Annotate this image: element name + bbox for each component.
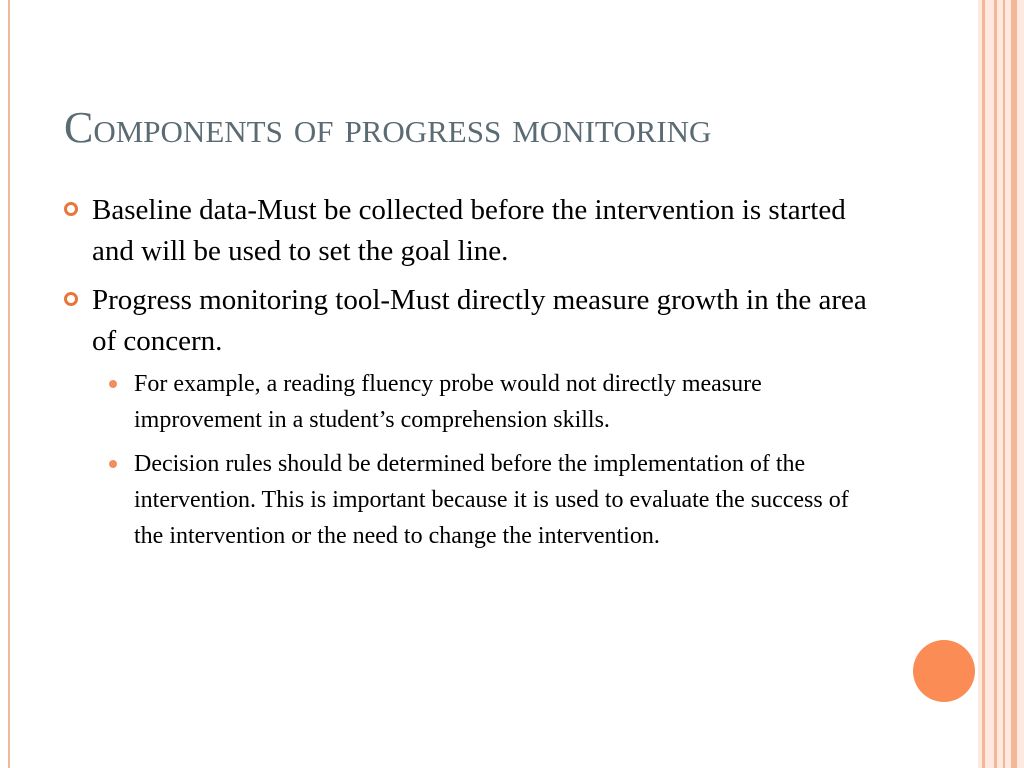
dot-bullet-icon xyxy=(109,380,117,388)
decorative-stripe xyxy=(1011,0,1017,768)
ring-bullet-icon xyxy=(64,202,78,216)
ring-bullet-icon xyxy=(64,292,78,306)
decorative-stripe xyxy=(994,0,997,768)
sub-bullet-item xyxy=(92,446,884,554)
bullet-item xyxy=(64,280,884,554)
bullet-item xyxy=(64,190,884,272)
decorative-circle xyxy=(913,640,975,702)
slide-title: Components of progress monitoring xyxy=(64,103,712,152)
sub-bullet-item xyxy=(92,366,884,438)
bullet-text: Baseline data-Must be collected before the intervention is started and will be used to set the goal line. xyxy=(92,194,846,267)
bullet-text: Progress monitoring tool-Must directly measure growth in the area of concern. xyxy=(92,284,867,357)
dot-bullet-icon xyxy=(109,460,117,468)
sub-bullet-text: Decision rules should be determined before the implementation of the intervention. This is important because it is used to evaluate the success of the intervention or the need to change the intervention. xyxy=(134,451,849,549)
bullet-list xyxy=(64,190,884,562)
left-border-line xyxy=(8,0,10,768)
decorative-stripe xyxy=(1003,0,1005,768)
sub-bullet-text: For example, a reading fluency probe would not directly measure improvement in a student’s comprehension skills. xyxy=(134,371,762,433)
decorative-stripe xyxy=(982,0,985,768)
sub-bullet-list xyxy=(92,366,884,554)
